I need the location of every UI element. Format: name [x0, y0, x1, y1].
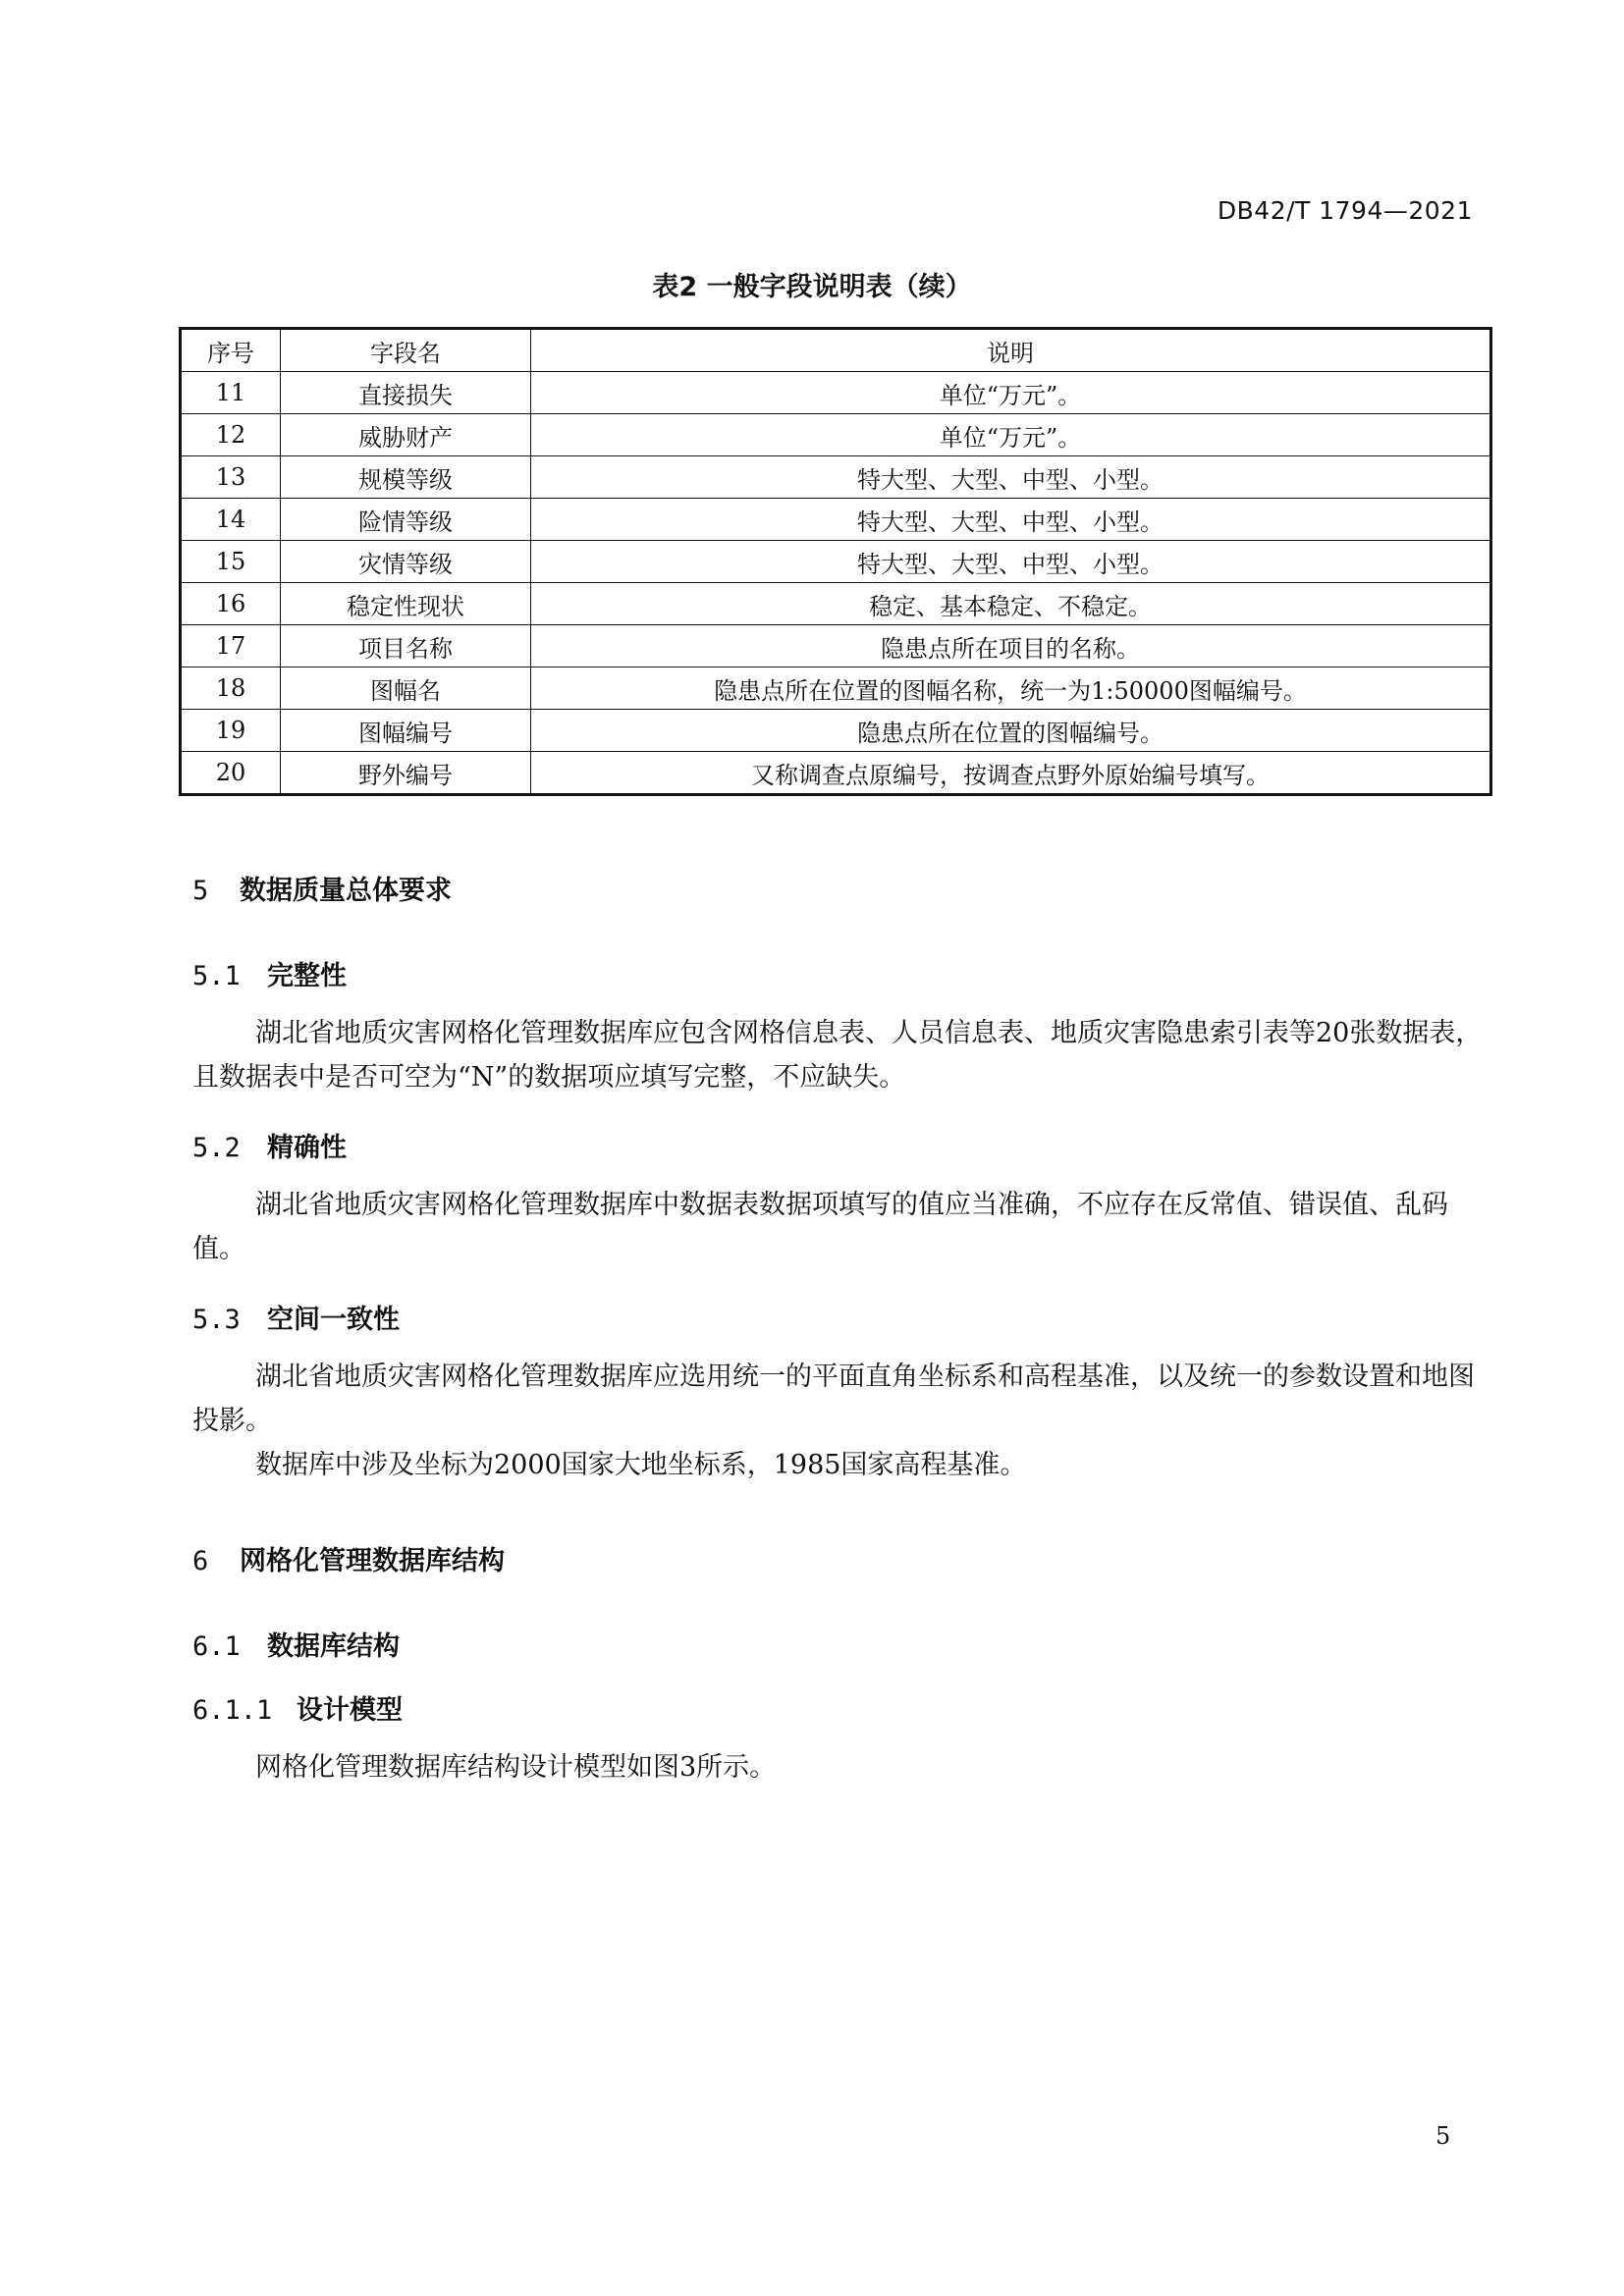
- section-title: 精确性: [267, 1133, 347, 1163]
- paragraph-text: 湖北省地质灾害网格化管理数据库应选用统一的平面直角坐标系和高程基准，以及统一的参数设置和地图投影。: [192, 1362, 1475, 1436]
- cell-no: 12: [181, 414, 281, 456]
- section-number: 6.1.1: [192, 1695, 273, 1726]
- section-6-1-1-heading: [192, 1688, 403, 1727]
- table-row: [181, 456, 1491, 499]
- section-5-3-paragraph: [192, 1355, 1498, 1487]
- table-row: [181, 667, 1491, 710]
- cell-field-name: 野外编号: [281, 752, 531, 795]
- document-code: DB42/T 1794—2021: [1217, 196, 1473, 225]
- column-header-field-name: 字段名: [281, 329, 531, 372]
- paragraph-text: 数据库中涉及坐标为2000国家大地坐标系，1985国家高程基准。: [255, 1450, 1027, 1480]
- cell-no: 17: [181, 625, 281, 667]
- cell-description: 稳定、基本稳定、不稳定。: [531, 583, 1491, 625]
- cell-no: 18: [181, 667, 281, 710]
- cell-description: 特大型、大型、中型、小型。: [531, 456, 1491, 499]
- cell-no: 13: [181, 456, 281, 499]
- section-5-1-heading: [192, 954, 347, 992]
- section-title: 数据质量总体要求: [240, 876, 452, 906]
- table-caption: 表2 一般字段说明表（续）: [652, 272, 972, 302]
- table-row: [181, 625, 1491, 667]
- section-title: 完整性: [267, 961, 347, 991]
- section-6-1-1-paragraph: [192, 1745, 1498, 1789]
- table-row: [181, 752, 1491, 795]
- paragraph-text: 网格化管理数据库结构设计模型如图3所示。: [255, 1752, 777, 1783]
- cell-description: 单位“万元”。: [531, 414, 1491, 456]
- section-6-1-heading: [192, 1625, 400, 1663]
- table-row: [181, 583, 1491, 625]
- cell-description: 特大型、大型、中型、小型。: [531, 541, 1491, 583]
- section-title: 数据库结构: [267, 1631, 400, 1662]
- table-row: [181, 499, 1491, 541]
- cell-field-name: 项目名称: [281, 625, 531, 667]
- cell-field-name: 图幅名: [281, 667, 531, 710]
- field-description-table: [179, 327, 1492, 796]
- paragraph-text: 湖北省地质灾害网格化管理数据库中数据表数据项填写的值应当准确，不应存在反常值、错误值、乱码值。: [192, 1190, 1448, 1264]
- cell-no: 20: [181, 752, 281, 795]
- column-header-description: 说明: [531, 329, 1491, 372]
- cell-field-name: 图幅编号: [281, 710, 531, 752]
- cell-description: 隐患点所在项目的名称。: [531, 625, 1491, 667]
- cell-description: 又称调查点原编号，按调查点野外原始编号填写。: [531, 752, 1491, 795]
- table-row: [181, 710, 1491, 752]
- section-5-heading: [192, 869, 452, 907]
- table-header-row: [181, 329, 1491, 372]
- column-header-no: 序号: [181, 329, 281, 372]
- section-number: 5.1: [192, 961, 241, 991]
- section-title: 网格化管理数据库结构: [240, 1546, 505, 1576]
- section-number: 6.1: [192, 1631, 241, 1662]
- section-number: 5: [192, 876, 209, 906]
- section-5-3-heading: [192, 1298, 400, 1336]
- cell-no: 19: [181, 710, 281, 752]
- cell-no: 11: [181, 372, 281, 414]
- cell-description: 特大型、大型、中型、小型。: [531, 499, 1491, 541]
- table-row: [181, 541, 1491, 583]
- cell-field-name: 稳定性现状: [281, 583, 531, 625]
- page-number: 5: [1435, 2122, 1451, 2150]
- cell-description: 单位“万元”。: [531, 372, 1491, 414]
- cell-no: 14: [181, 499, 281, 541]
- cell-field-name: 险情等级: [281, 499, 531, 541]
- table-body: [181, 372, 1491, 795]
- cell-field-name: 威胁财产: [281, 414, 531, 456]
- cell-field-name: 直接损失: [281, 372, 531, 414]
- section-title: 设计模型: [297, 1695, 403, 1726]
- section-number: 6: [192, 1546, 209, 1576]
- section-5-2-heading: [192, 1126, 347, 1164]
- paragraph-text: 湖北省地质灾害网格化管理数据库应包含网格信息表、人员信息表、地质灾害隐患索引表等20张数据表，且数据表中是否可空为“N”的数据项应填写完整，不应缺失。: [192, 1018, 1483, 1093]
- cell-field-name: 规模等级: [281, 456, 531, 499]
- cell-no: 16: [181, 583, 281, 625]
- cell-description: 隐患点所在位置的图幅名称，统一为1:50000图幅编号。: [531, 667, 1491, 710]
- table-row: [181, 372, 1491, 414]
- section-number: 5.3: [192, 1305, 241, 1335]
- section-title: 空间一致性: [267, 1305, 400, 1335]
- section-5-1-paragraph: [192, 1011, 1498, 1099]
- cell-field-name: 灾情等级: [281, 541, 531, 583]
- cell-no: 15: [181, 541, 281, 583]
- cell-description: 隐患点所在位置的图幅编号。: [531, 710, 1491, 752]
- section-6-heading: [192, 1539, 505, 1577]
- section-5-2-paragraph: [192, 1183, 1498, 1271]
- section-number: 5.2: [192, 1133, 241, 1163]
- table-row: [181, 414, 1491, 456]
